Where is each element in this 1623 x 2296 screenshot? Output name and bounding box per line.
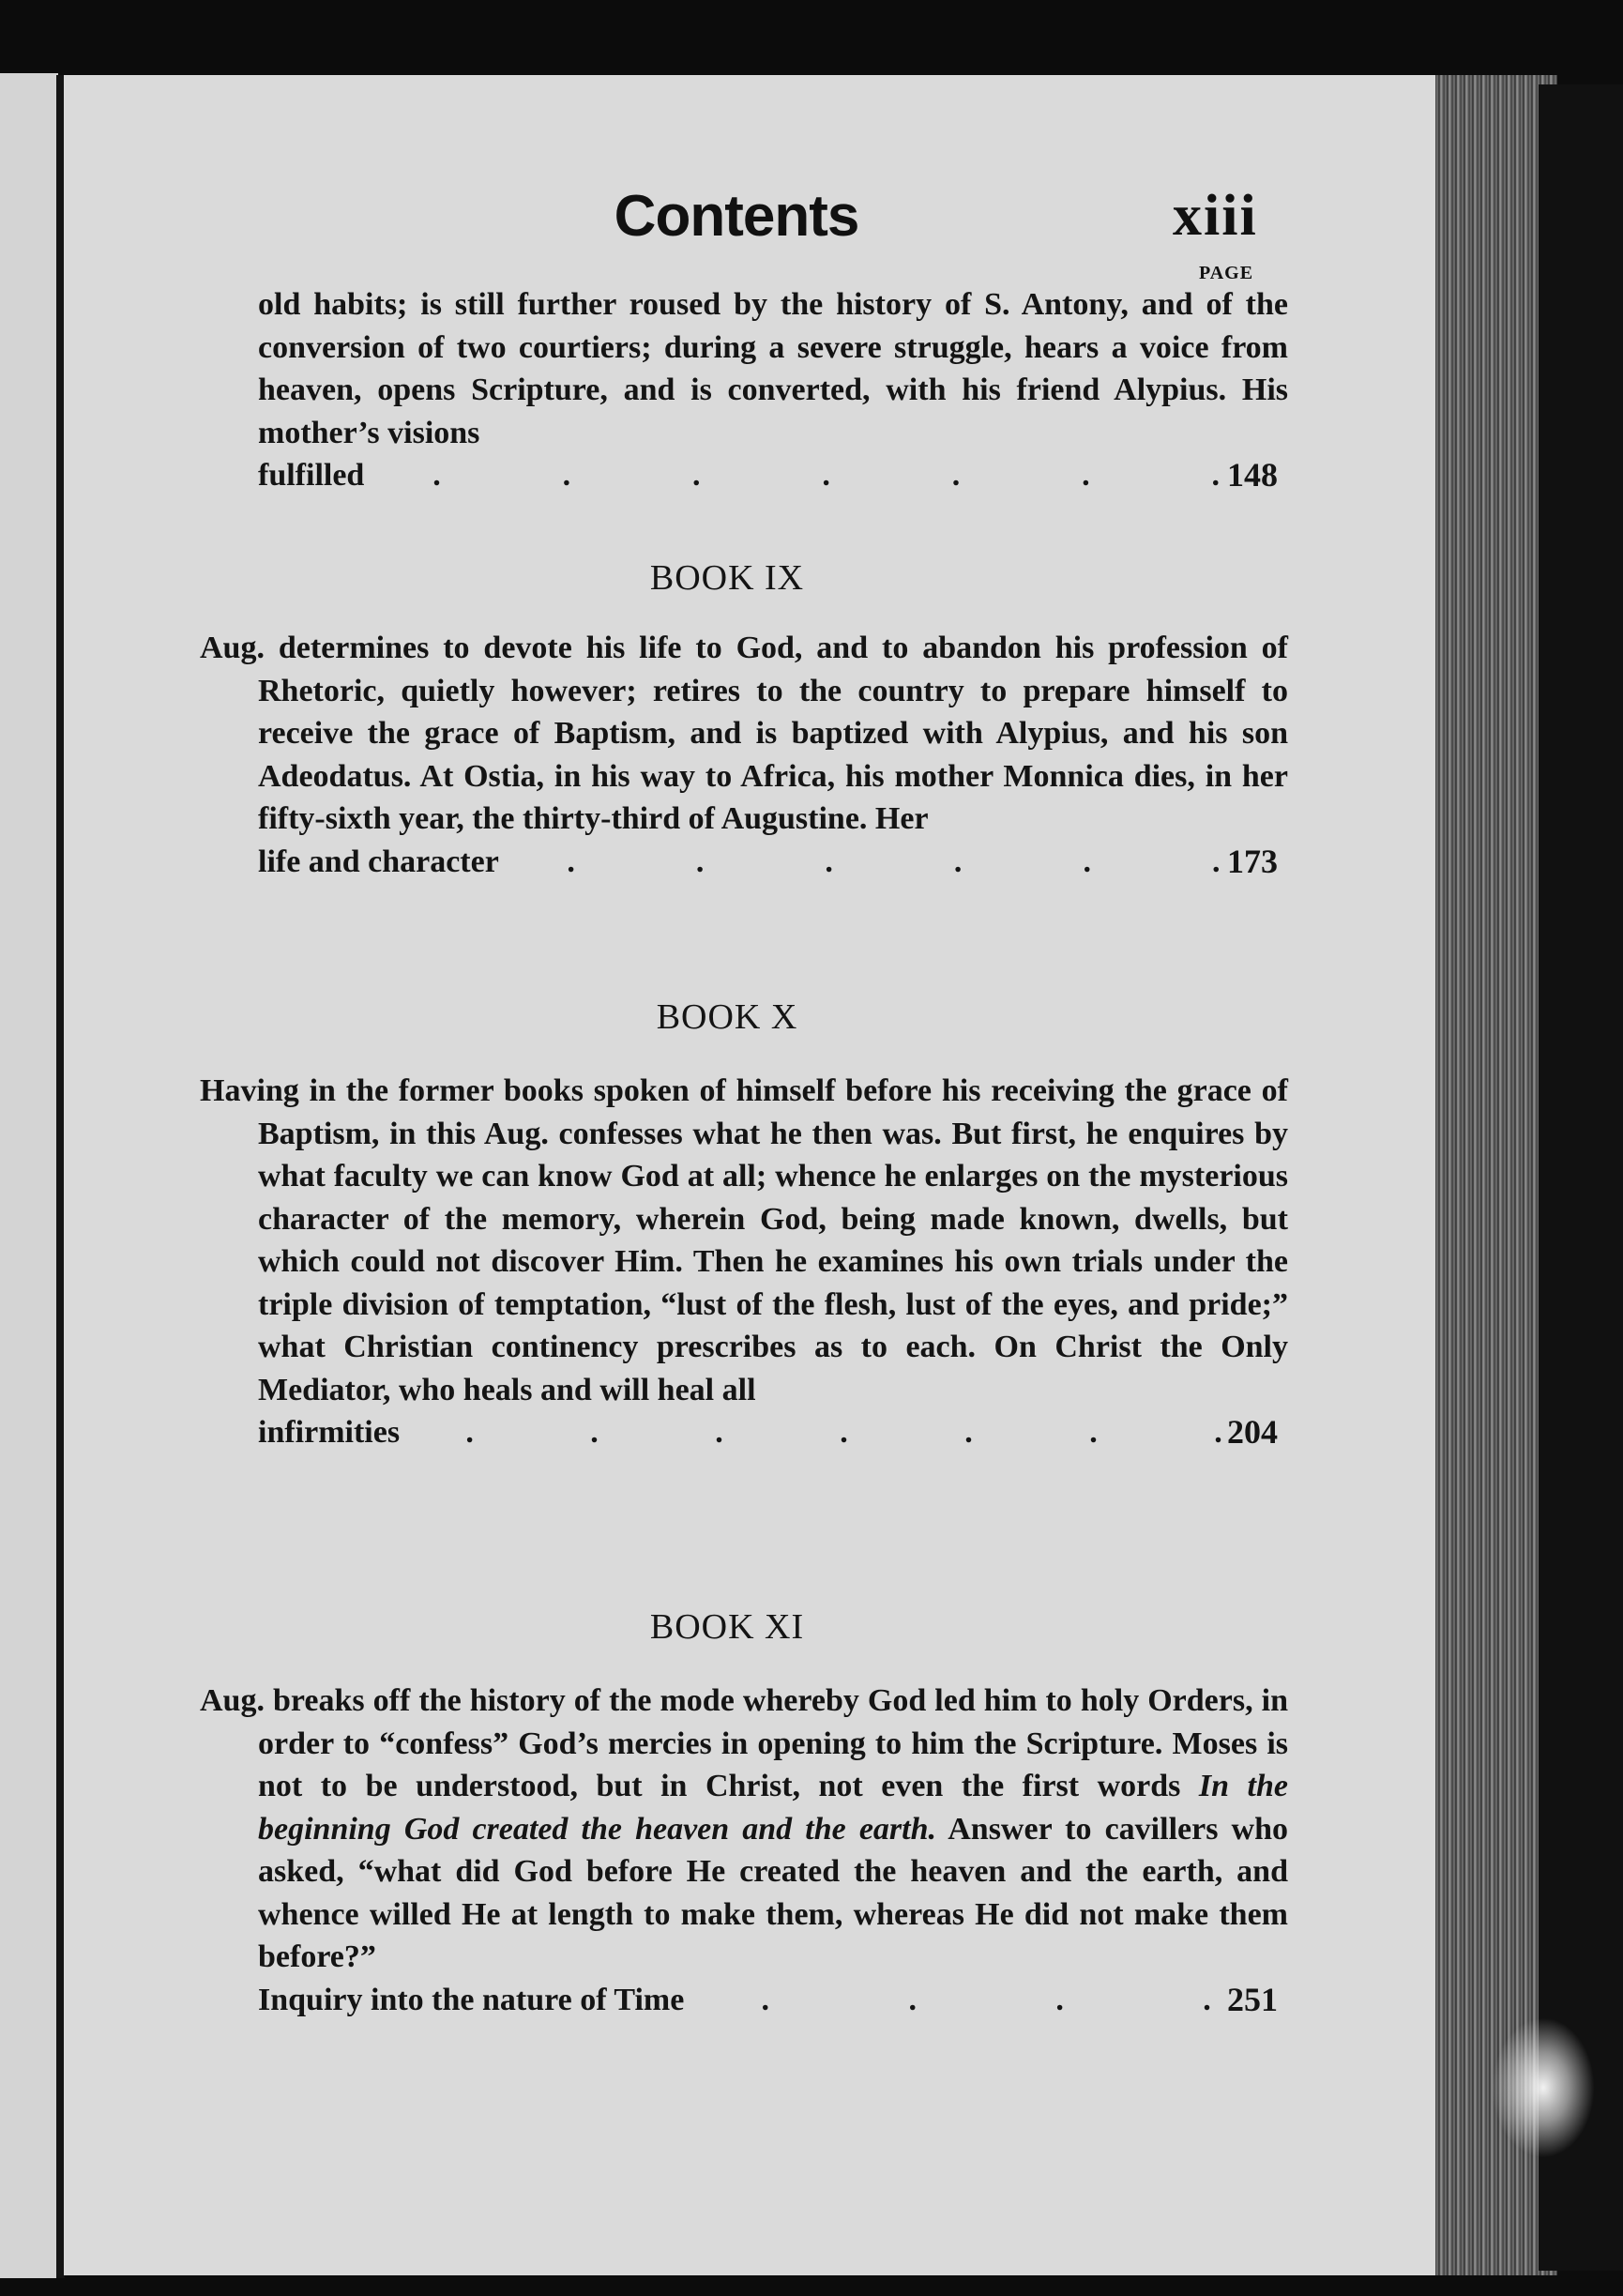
entry-summary: Aug. determines to devote his life to God, and to abandon his profession of Rhetoric, quietly however; retires to the country to prepare himself to receive the grace of Baptism, and is baptized with Alypius, and his son Adeodatus. At Ostia, in his way to Africa, his mother Monnica dies, in her fifty-sixth year, the thirty-third of Augustine. Her <box>200 631 1288 836</box>
entry-leader-line <box>200 1979 1288 2022</box>
entry-summary: old habits; is still further roused by the history of S. Antony, and of the conversion of two courtiers; during a severe struggle, hears a voice from heaven, opens Scripture, and is converted, with his friend Alypius. His mother’s visions <box>258 287 1288 450</box>
entry-page-number: 251 <box>1227 1980 1278 2018</box>
dot-leader: . . . . . . . <box>465 1415 1222 1450</box>
entry-summary-part: Answer to cavillers who asked, “what did God before He created the heaven and the earth, and whence willed He at length to make them, whereas He did not make them before?” <box>258 1811 1288 1974</box>
contents-entry-book-viii <box>200 283 1288 497</box>
dot-leader: . . . . . . <box>567 844 1221 879</box>
entry-summary <box>200 1680 1288 1979</box>
page-column-label: PAGE <box>1199 263 1254 283</box>
scan-dark-margin <box>1539 84 1623 2271</box>
light-glare <box>1492 2017 1595 2158</box>
contents-entry-book-xi <box>200 1680 1288 2021</box>
book-heading-ix: BOOK IX <box>649 558 805 598</box>
page-header <box>0 183 1623 258</box>
entry-page-number: 173 <box>1227 842 1278 880</box>
book-heading-x: BOOK X <box>656 997 798 1037</box>
entry-summary-part: Aug. breaks off the history of the mode whereby God led him to holy Orders, in order to “confess” God’s mercies in opening to him the Scripture. Moses is not to be understood, but in Christ, not even the first words <box>200 1683 1288 1803</box>
book-heading-xi: BOOK XI <box>649 1607 805 1647</box>
entry-page-number: 204 <box>1227 1413 1278 1451</box>
dot-leader: . . . . . . . <box>432 458 1221 493</box>
dot-leader: . . . . <box>761 1982 1211 2017</box>
entry-leader-line <box>200 454 1288 497</box>
scan-bottom-border <box>0 2278 1623 2296</box>
entry-page-number: 148 <box>1227 456 1278 494</box>
entry-last-line: life and character <box>258 844 499 879</box>
contents-entry-book-x <box>200 1070 1288 1454</box>
entry-leader-line <box>200 1411 1288 1454</box>
page-number: xiii <box>1173 184 1258 248</box>
contents-entry-book-ix <box>200 627 1288 883</box>
scripture-quote: In the beginning God created the heaven and the earth. <box>258 1769 1288 1847</box>
entry-last-line: fulfilled <box>258 458 365 493</box>
entry-leader-line <box>200 841 1288 884</box>
page-title: Contents <box>614 184 859 249</box>
left-page-edge <box>0 73 58 2278</box>
entry-last-line: Inquiry into the nature of Time <box>258 1982 685 2017</box>
entry-summary: Having in the former books spoken of himself before his receiving the grace of Baptism, in this Aug. confesses what he then was. But first, he enquires by what faculty we can know God at all; whence he enlarges on the mysterious character of the memory, wherein God, being made known, dwells, but which could not discover Him. Then he examines his own trials under the triple division of temptation, “lust of the flesh, lust of the eyes, and pride;” what Christian continency prescribes as to each. On Christ the Only Mediator, who heals and will heal all <box>200 1073 1288 1407</box>
entry-last-line: infirmities <box>258 1415 401 1450</box>
